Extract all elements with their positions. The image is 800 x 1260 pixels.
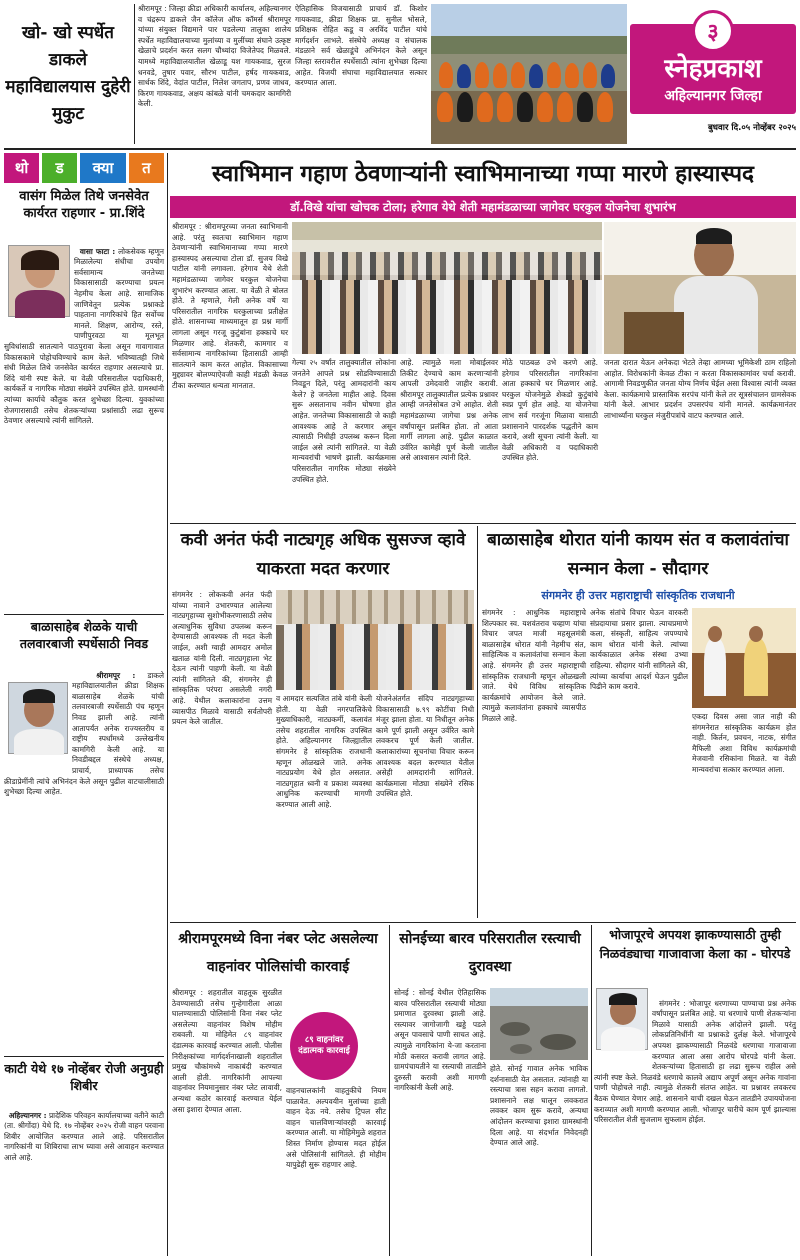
road-col-1: सोनई : सोनई येथील ऐतिहासिक बारव परिसरातील रस्त्याची मोठ्या प्रमाणात दुरवस्था झाली आहे. रस्त्यावर जागोजागी खड्डे पडले असून पावसाचे पाणी साचत आहे. त्यामुळे नागरिकांना ये-जा करताना मोठी कसरत करावी लागत आहे. ग्रामपंचायतीने या रस्त्याची तातडीने दुरुस्ती करावी अशी मागणी नागरिकांनी केली आहे. xyxy=(394,988,489,1093)
main-col-2: गेल्या २५ वर्षांत तालुक्यातील लोकांना जनतेने आपले प्रश्न सोडविण्यासाठी निवडून दिले, परंतु आमदारांनी काय केले? हे जनतेला माहीत आहे. दिवस सुरू असतानाच नवीन घोषणा होत आहेत. जनतेच्या विकासासाठी जे काही आवश्यक आहे ते करणार असून त्यासाठी निधीही उपलब्ध करून दिला जाईल असे त्यांनी सांगितले. या वेळी मान्यवरांची भाषणे झाली. कार्यक्रमास परिसरातील नागरिक मोठ्या संख्येने उपस्थित होते. xyxy=(292,358,399,484)
thorat-subheadline: संगमनेर ही उत्तर महाराष्ट्राची सांस्कृतिक राजधानी xyxy=(541,589,735,602)
main-subheadline: डॉ.विखे यांचा खोचक टोला; हरेगाव येथे शेती महामंडळाच्या जागेवर घरकुल योजनेचा शुभारंभ xyxy=(290,199,676,214)
brief-dateline: वासा फाटा : xyxy=(79,246,116,256)
brief-dateline: अहिल्यानगर : xyxy=(8,1110,47,1120)
thodkyat-label-part: त xyxy=(129,153,164,183)
thodkyat-label-part: ड xyxy=(42,153,77,183)
natya-col-2: व आमदार सत्यजित तांबे यांनी केली होती. या वेळी नगरपालिकेचे मुख्याधिकारी, नाट्यकर्मी, कलावंत तसेच शहरातील नागरिक उपस्थित होते. अहिल्यानगर जिल्ह्यातील संगमनेर हे सांस्कृतिक राजधानी म्हणून ओळखले जाते. अनेक नाट्यप्रयोग येथे होत असतात. नाट्यगृहात ध्वनी व प्रकाश व्यवस्था आधुनिक करण्याची मागणी करण्यात आली आहे. xyxy=(276,694,375,809)
thorat-col-2: अनेक संतांचे विचार घेऊन वारकरी संप्रदायाचा प्रसार झाला. त्याचप्रमाणे कला, संस्कृती, साहित्य जपण्याचे काम थोरात यांनी केले. त्यांच्या कार्यकाळात अनेक संस्था उभ्या राहिल्या. सौदागर यांनी सांगितले की, त्यांच्या कार्याचा आदर्श घेऊन पुढील पिढीने काम करावे. xyxy=(590,608,691,692)
divider xyxy=(4,148,796,150)
brief-headline: बाळासाहेब शेळके याची तलवारबाजी स्पर्धेसाठी निवड xyxy=(19,619,149,651)
brief-headline: काटी येथे १७ नोव्हेंबर रोजी अनुग्रही शिबीर xyxy=(4,1061,164,1093)
speaker-photo xyxy=(604,222,796,354)
thorat-headline: बाळासाहेब थोरात यांनी कायम संत व कलावंतांचा सन्मान केला - सौदागर xyxy=(487,530,789,579)
thodkyat-label-part: क्या xyxy=(80,153,126,183)
page-number-badge xyxy=(692,10,734,52)
road-headline: सोनईच्या बारव परिसरातील रस्त्याची दुरावस्था xyxy=(399,931,581,975)
main-col-3: आहे. त्यामुळे मला मोबाईलवर तिकीट देण्याचे काम करणाऱ्यांनी आपली उमेदवारी जाहीर करावी. श्रीरामपूर तालुक्यातील प्रत्येक प्रश्नावर आम्ही जनतेसोबत उभे आहोत. शेती महामंडळाच्या जागेचा प्रश्न अनेक वर्षांपासून प्रलंबित होता. तो आता मार्गी लागला आहे. पुढील काळात उर्वरित कामेही पूर्ण केली जातील असे आश्वासन त्यांनी दिले. xyxy=(400,358,501,463)
divider xyxy=(477,526,478,918)
ghorpade-headline: भोजापूरचे अपयश झाकण्यासाठी तुम्ही निळवंड्याचा गाजावाजा केला का - घोरपडे xyxy=(599,927,791,961)
top-story-col-1: श्रीरामपूर : जिल्हा क्रीडा अधिकारी कार्यालय, अहिल्यानगर व चंद्ररूप डाकले जैन कॉलेज ऑफ कॉमर्स श्रीरामपूर यांच्या संयुक्त विद्यमाने पार पडलेल्या तालुका शालेय स्पर्धेत महाविद्यालयाच्या मुलांच्या व मुलींच्या संघाने उत्कृष्ट खेळाचे प्रदर्शन करत सलग चौथ्यांदा विजेतेपद मिळवले. यामध्ये महाविद्यालयातील खेळाडू यश गायकवाड, सुरज धनवडे, तुषार पवार, सौरभ पाटील, हर्षद गायकवाड, सार्थक शिंदे, वेदांत पाटील, निलेश जगताप, प्रणव जाधव, किरण गायकवाड, अक्षय कांबळे यांनी चमकदार कामगिरी केली. xyxy=(138,4,294,109)
divider xyxy=(4,614,164,615)
brief-text: लोकसेवक म्हणून मिळालेल्या संधीचा उपयोग सर्वसामान्य जनतेच्या विकासासाठी करण्याचा प्रयत्न नेहमीच केला आहे. सामाजिक जाणिवेतून प्रत्येक प्रश्नाकडे पाहताना नागरिकांचे हित सर्वोच्च मानले. शिक्षण, आरोग्य, रस्ते, पाणीपुरवठा या मूलभूत सुविधांसाठी सातत्याने पाठपुरावा केला असून गावागावात विकासकामे पोहोचविण्याचे काम केले. भविष्यातही जिथे संधी मिळेल तिथे जनसेवेत कार्यरत राहणार असल्याचे प्रा. शिंदे यांनी स्पष्ट केले. या वेळी परिसरातील पदाधिकारी, कार्यकर्ते व नागरिक मोठ्या संख्येने उपस्थित होते. ग्रामस्थांनी त्यांच्या कार्याचे कौतुक करत शुभेच्छा दिल्या. युवकांच्या रोजगारासाठी तसेच शेतकऱ्यांच्या प्रश्नांसाठी लढा सुरूच ठेवणार असल्याचे त्यांनी सांगितले. xyxy=(4,246,167,426)
top-story-col-2: ऐतिहासिक विजयासाठी प्राचार्य डॉ. किशोर गायकवाड, क्रीडा शिक्षक प्रा. सुनील भोसले, प्रशिक्षक रोहित कडू व अरविंद पाटील यांचे मार्गदर्शन लाभले. संस्थेचे अध्यक्ष व संचालक मंडळाने सर्व खेळाडूंचे अभिनंदन केले असून जिल्हा स्तरावरील स्पर्धेसाठी त्यांना शुभेच्छा दिल्या आहेत. विजयी संघाचा महाविद्यालयात सत्कार करण्यात आला. xyxy=(295,4,430,88)
brief-dateline: श्रीरामपूर : xyxy=(96,670,136,680)
edition-label: अहिल्यानगर जिल्हा xyxy=(664,88,762,104)
rally-photo xyxy=(292,222,602,354)
divider xyxy=(591,925,592,1256)
natya-col-3: योजनेअंतर्गत संदिप नाट्यगृहाच्या विकासासाठी ७.९९ कोटींचा निधी मंजूर झाला होता. या निधीतून अनेक कामे पूर्ण झाली असून उर्वरित कामे लवकरच पूर्ण केली जातील. कलाकारांच्या सूचनांचा विचार करून आवश्यक बदल करण्यात येतील असेही आमदारांनी सांगितले. कार्यक्रमाला मोठ्या संख्येने रसिक उपस्थित होते. xyxy=(376,694,477,799)
divider xyxy=(170,922,796,923)
main-col-1: श्रीरामपूर : श्रीरामपूरच्या जनता स्वाभिमानी आहे. परंतु स्वतःचा स्वाभिमान गहाण ठेवणाऱ्यांनी स्वाभिमानाच्या गप्पा मारणे हास्यास्पद असल्याचा टोला डॉ. सुजय विखे पाटील यांनी लगावला. हरेगाव येथे शेती महामंडळाच्या जागेवर घरकुल योजनेचा शुभारंभ करण्यात आला. या वेळी ते बोलत होते. ते म्हणाले, गेली अनेक वर्षे या परिसरातील नागरिक घरकुलाच्या प्रतीक्षेत होते. शासनाच्या माध्यमातून हा प्रश्न मार्गी लागला असून गरजू कुटुंबांना हक्काचे घर मिळणार आहे. शेतकरी, कामगार व सर्वसामान्य नागरिकांच्या हितासाठी आम्ही सातत्याने काम करत आहोत. विकासाच्या मुद्द्यावर बोलण्याऐवजी काही मंडळी केवळ टीका करण्यात धन्यता मानतात. xyxy=(172,222,291,390)
thodkyat-label-part: थो xyxy=(4,153,39,183)
road-photo xyxy=(490,988,588,1060)
divider xyxy=(389,925,390,1256)
natya-photo xyxy=(276,590,474,690)
brief-headline: वासंग मिळेल तिथे जनसेवेत कार्यरत राहणार - प्रा.शिंदे xyxy=(19,189,149,221)
page-number: ३ xyxy=(707,20,719,45)
thorat-col-3: एकदा दिवस असा जात नाही की संगमनेरात सांस्कृतिक कार्यक्रम होत नाही. किर्तन, प्रवचन, नाटक, संगीत मैफिली अशा विविध कार्यक्रमांची मेजवानी रसिकांना मिळते. या वेळी मान्यवरांचा सत्कार करण्यात आला. xyxy=(692,712,799,774)
police-headline: श्रीरामपूरमध्ये विना नंबर प्लेट असलेल्या वाहनांवर पोलिसांची कारवाई xyxy=(178,931,378,975)
team-photo xyxy=(431,4,627,144)
top-story-headline-box xyxy=(4,4,132,144)
ghorpade-body: संगमनेर : भोजापूर धरणाच्या पाण्याचा प्रश्न अनेक वर्षांपासून प्रलंबित आहे. या धरणाचे पाणी शेतकऱ्यांना मिळावे यासाठी अनेक आंदोलने झाली. परंतु लोकप्रतिनिधींनी या प्रश्नाकडे दुर्लक्ष केले. भोजापूरचे अपयश झाकण्यासाठी निळवंडे धरणाचा गाजावाजा करण्यात आला असा आरोप घोरपडे यांनी केला. शेतकऱ्यांच्या हितासाठी हा लढा सुरूच राहील असे त्यांनी स्पष्ट केले. निळवंडे धरणाचे कालवे अद्याप अपूर्ण असून अनेक गावांना पाणी पोहोचले नाही. त्यामुळे शेतकरी संतप्त आहेत. या प्रश्नावर लवकरच बैठक घेण्यात येणार आहे. शासनाने याची दखल घेऊन तातडीने उपाययोजना कराव्यात अशी मागणी करण्यात आली. भोजापूर चारीचे काम पूर्ण झाल्यास परिसरातील शेती सुजलाम सुफलाम होईल. xyxy=(594,998,799,1125)
main-col-4: मोठे पाठबळ उभे करणे आहे. हरेगाव परिसरातील नागरिकांना आता हक्काचे घर मिळणार आहे. घरकुल योजनेमुळे शेकडो कुटुंबांचे स्वप्न पूर्ण होत आहे. या योजनेचा लाभ सर्व गरजूंना मिळावा यासाठी प्रशासनाने पारदर्शक पद्धतीने काम करावे, अशी सूचना त्यांनी केली. या वेळी अधिकारी व पदाधिकारी उपस्थित होते. xyxy=(502,358,601,463)
thodkyat-label xyxy=(4,153,164,183)
paper-name: स्नेहप्रकाश xyxy=(664,54,762,84)
road-col-2: होते. सोनई गावात अनेक भाविक दर्शनासाठी येत असतात. त्यांनाही या रस्त्याचा त्रास सहन करावा लागतो. प्रशासनाने लक्ष घालून लवकरात लवकर काम सुरू करावे, अन्यथा आंदोलन करण्याचा इशारा ग्रामस्थांनी दिला आहे. या संदर्भात निवेदनही देण्यात आले आहे. xyxy=(490,1064,591,1148)
police-col-2: वाहनचालकांनी वाहतुकीचे नियम पाळावेत. अल्पवयीन मुलांच्या हाती वाहन देऊ नये. तसेच ट्रिपल सीट वाहन चालविणाऱ्यांवरही कारवाई करण्यात आली. या मोहिमेमुळे शहरात शिस्त निर्माण होण्यास मदत होईल असे पोलिसांनी सांगितले. ही मोहीम यापुढेही सुरू राहणार आहे. xyxy=(286,1086,389,1170)
brief-text: प्रादेशिक परिवहन कार्यालयाच्या वतीने काटी (ता. श्रीगोंदा) येथे दि. १७ नोव्हेंबर २०२५ रोजी वाहन परवाना शिबीर आयोजित करण्यात आले आहे. परिसरातील नागरिकांनी या शिबिराचा लाभ घ्यावा असे आवाहन करण्यात आले आहे. xyxy=(4,1110,167,1162)
main-headline: स्वाभिमान गहाण ठेवणाऱ्यांनी स्वाभिमानाच्या गप्पा मारणे हास्यास्पद xyxy=(211,161,754,187)
divider xyxy=(134,4,135,144)
brief-body xyxy=(4,236,167,610)
police-col-1: श्रीरामपूर : शहरातील वाहतूक सुरळीत ठेवण्यासाठी तसेच गुन्हेगारीला आळा घालण्यासाठी पोलिसांनी विना नंबर प्लेट असलेल्या वाहनांवर विशेष मोहीम राबवली. या मोहिमेत ८९ वाहनांवर दंडात्मक कारवाई करण्यात आली. पोलीस निरीक्षकांच्या मार्गदर्शनाखाली शहरातील प्रमुख चौकांमध्ये नाकाबंदी करण्यात आली होती. नागरिकांनी आपल्या वाहनांवर नियमानुसार नंबर प्लेट लावावी, अन्यथा कठोर कारवाई करण्यात येईल असा इशारा देण्यात आला. xyxy=(172,988,285,1114)
police-badge xyxy=(290,1012,358,1080)
brief-body xyxy=(4,1100,167,1256)
police-badge-text: ८९ वाहनांवर दंडात्मक कारवाई xyxy=(298,1035,350,1056)
natya-headline: कवी अनंत फंदी नाट्यगृह अधिक सुसज्ज व्हावे याकरता मदत करणार xyxy=(180,530,466,579)
main-col-5: जनता दारात येऊन अनेकदा भेटते तेव्हा आमच्या भूमिकेशी ठाम राहिलो आहोत. विरोधकांनी केवळ टीका न करता विकासकामांवर चर्चा करावी. आगामी निवडणुकीत जनता योग्य निर्णय घेईल असा विश्वास त्यांनी व्यक्त केला. कार्यक्रमाचे प्रास्ताविक सरपंच यांनी केले तर सूत्रसंचालन ग्रामसेवक यांनी केले. आभार प्रदर्शन उपसरपंच यांनी मानले. कार्यक्रमानंतर लाभार्थ्यांना घरकुल मंजुरीपत्रांचे वाटप करण्यात आले. xyxy=(604,358,799,420)
divider xyxy=(167,153,168,1256)
brief-body xyxy=(4,660,167,1052)
main-subheadline-bar xyxy=(170,196,796,218)
thorat-photo xyxy=(692,608,796,708)
thorat-col-1: संगमनेर : आधुनिक महाराष्ट्राचे शिल्पकार स्व. यशवंतराव चव्हाण यांचा विचार जपत माजी महसूलमंत्री बाळासाहेब थोरात यांनी नेहमीच संत, साहित्यिक व कलावंतांचा सन्मान केला आहे. संगमनेर ही उत्तर महाराष्ट्राची सांस्कृतिक राजधानी म्हणून ओळखली जाते. येथे विविध सांस्कृतिक कार्यक्रमांचे आयोजन केले जाते. त्यामुळे कलावंतांना हक्काचे व्यासपीठ मिळाले आहे. xyxy=(482,608,589,723)
top-story-headline: खो- खो स्पर्धेत डाकले महाविद्यालयास दुहेरी मुकुट xyxy=(5,23,131,124)
brief-text: डाकले महाविद्यालयातील क्रीडा शिक्षक बाळासाहेब शेळके यांची तलवारबाजी स्पर्धेसाठी पंच म्हणून निवड झाली आहे. त्यांनी आतापर्यंत अनेक राज्यस्तरीय व राष्ट्रीय स्पर्धांमध्ये उल्लेखनीय कामगिरी केली आहे. या निवडीबद्दल संस्थेचे अध्यक्ष, प्राचार्य, प्राध्यापक तसेच क्रीडाप्रेमींनी त्यांचे अभिनंदन केले असून पुढील वाटचालीसाठी शुभेच्छा दिल्या आहेत. xyxy=(4,670,167,797)
masthead xyxy=(630,4,796,144)
issue-date: बुधवार दि.०५ नोव्हेंबर २०२५ xyxy=(707,123,796,133)
divider xyxy=(4,1056,164,1057)
divider xyxy=(170,523,796,524)
natya-col-1: संगमनेर : लोककवी अनंत फंदी यांच्या नावाने उभारण्यात आलेल्या नाट्यगृहाच्या सुशोभीकरणासाठी तसेच अत्याधुनिक सुविधा उपलब्ध करून देण्यासाठी आवश्यक ती मदत केली जाईल, अशी ग्वाही आमदार अमोल खताळ यांनी दिली. नाट्यगृहाला भेट देऊन त्यांनी पाहणी केली. या वेळी त्यांनी सांगितले की, संगमनेर ही सांस्कृतिक परंपरा असलेली नगरी आहे. येथील कलाकारांना उत्तम व्यासपीठ मिळावे यासाठी सर्वतोपरी प्रयत्न केले जातील. xyxy=(172,590,275,727)
